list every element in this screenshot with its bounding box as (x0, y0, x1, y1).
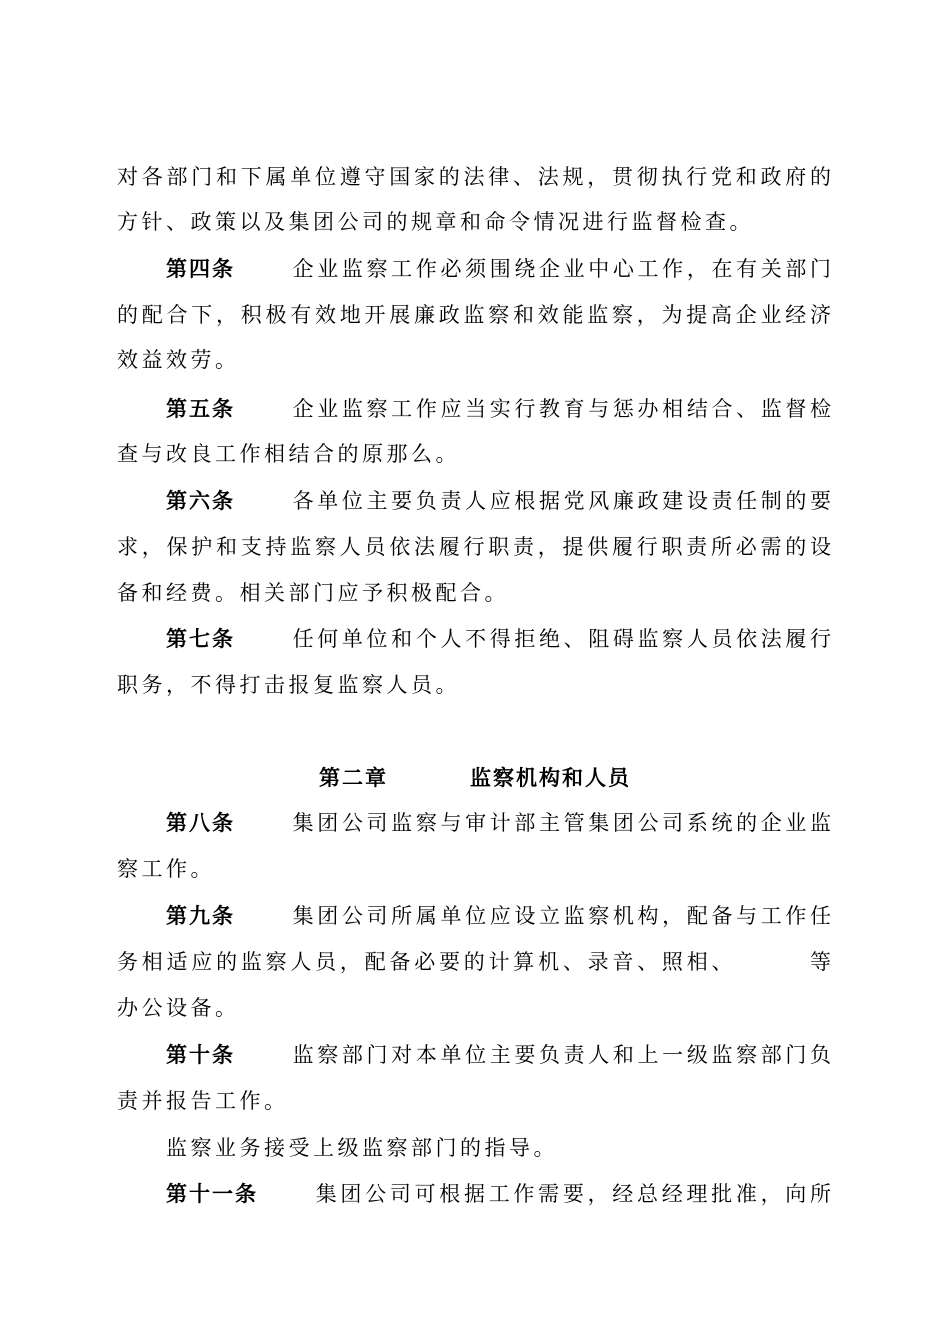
text-line (117, 205, 831, 239)
text-span: 求，保护和支持监察人员依法履行职责，提供履行职责所必需的设 (117, 535, 831, 559)
text-span: 各单位主要负责人应根据党风廉政建设责任制的要 (289, 489, 831, 513)
article-9-label: 第九条 (166, 903, 235, 928)
article-6-label: 第六条 (166, 488, 235, 513)
text-span: 察工作。 (117, 857, 215, 881)
text-line (117, 343, 831, 377)
article-5-label: 第五条 (166, 396, 235, 421)
article-9-line (166, 899, 831, 933)
text-span: 集团公司监察与审计部主管集团公司系统的企业监 (289, 811, 831, 835)
text-line (117, 576, 831, 610)
text-line (117, 298, 831, 332)
text-span: 备和经费。相关部门应予积极配合。 (117, 581, 509, 605)
text-span: 方针、政策以及集团公司的规章和命令情况进行监督检查。 (117, 210, 754, 234)
text-line (117, 530, 831, 564)
text-span: 等 (806, 950, 831, 974)
text-span: 企业监察工作必须围绕企业中心工作，在有关部门 (289, 257, 831, 281)
text-span: 集团公司可根据工作需要，经总经理批准，向所 (312, 1182, 831, 1206)
article-7-line (166, 622, 831, 656)
text-line (117, 945, 831, 979)
text-span: 查与改良工作相结合的原那么。 (117, 442, 460, 466)
text-line (117, 991, 831, 1025)
article-11-line (166, 1177, 831, 1211)
text-span: 责并报告工作。 (117, 1089, 289, 1113)
text-span: 监察业务接受上级监察部门的指导。 (166, 1136, 558, 1160)
text-line (117, 1084, 831, 1118)
text-span: 集团公司所属单位应设立监察机构，配备与工作任 (289, 904, 831, 928)
chapter-title: 监察机构和人员 (470, 765, 631, 790)
text-span: 办公设备。 (117, 996, 240, 1020)
chapter-heading (0, 760, 950, 796)
text-line (166, 1131, 831, 1165)
text-span: 务相适应的监察人员，配备必要的计算机、录音、照相、 (117, 950, 737, 974)
article-10-line (166, 1038, 831, 1072)
chapter-number: 第二章 (319, 765, 388, 790)
text-span: 效益效劳。 (117, 348, 240, 372)
text-line (117, 852, 831, 886)
text-span: 对各部门和下属单位遵守国家的法律、法规，贯彻执行党和政府的 (117, 165, 831, 189)
article-4-line (166, 252, 831, 286)
text-span: 职务，不得打击报复监察人员。 (117, 673, 460, 697)
article-6-line (166, 484, 831, 518)
text-line (117, 160, 831, 194)
text-span: 的配合下，积极有效地开展廉政监察和效能监察，为提高企业经济 (117, 303, 831, 327)
article-4-label: 第四条 (166, 256, 235, 281)
text-line (117, 668, 831, 702)
article-5-line (166, 392, 831, 426)
article-10-label: 第十条 (166, 1042, 235, 1067)
text-line (117, 437, 831, 471)
article-11-label: 第十一条 (166, 1181, 258, 1206)
article-8-label: 第八条 (166, 810, 235, 835)
text-span: 企业监察工作应当实行教育与惩办相结合、监督检 (289, 397, 831, 421)
article-8-line (166, 806, 831, 840)
article-7-label: 第七条 (166, 626, 235, 651)
text-span: 任何单位和个人不得拒绝、阻碍监察人员依法履行 (289, 627, 831, 651)
text-span: 监察部门对本单位主要负责人和上一级监察部门负 (289, 1043, 831, 1067)
